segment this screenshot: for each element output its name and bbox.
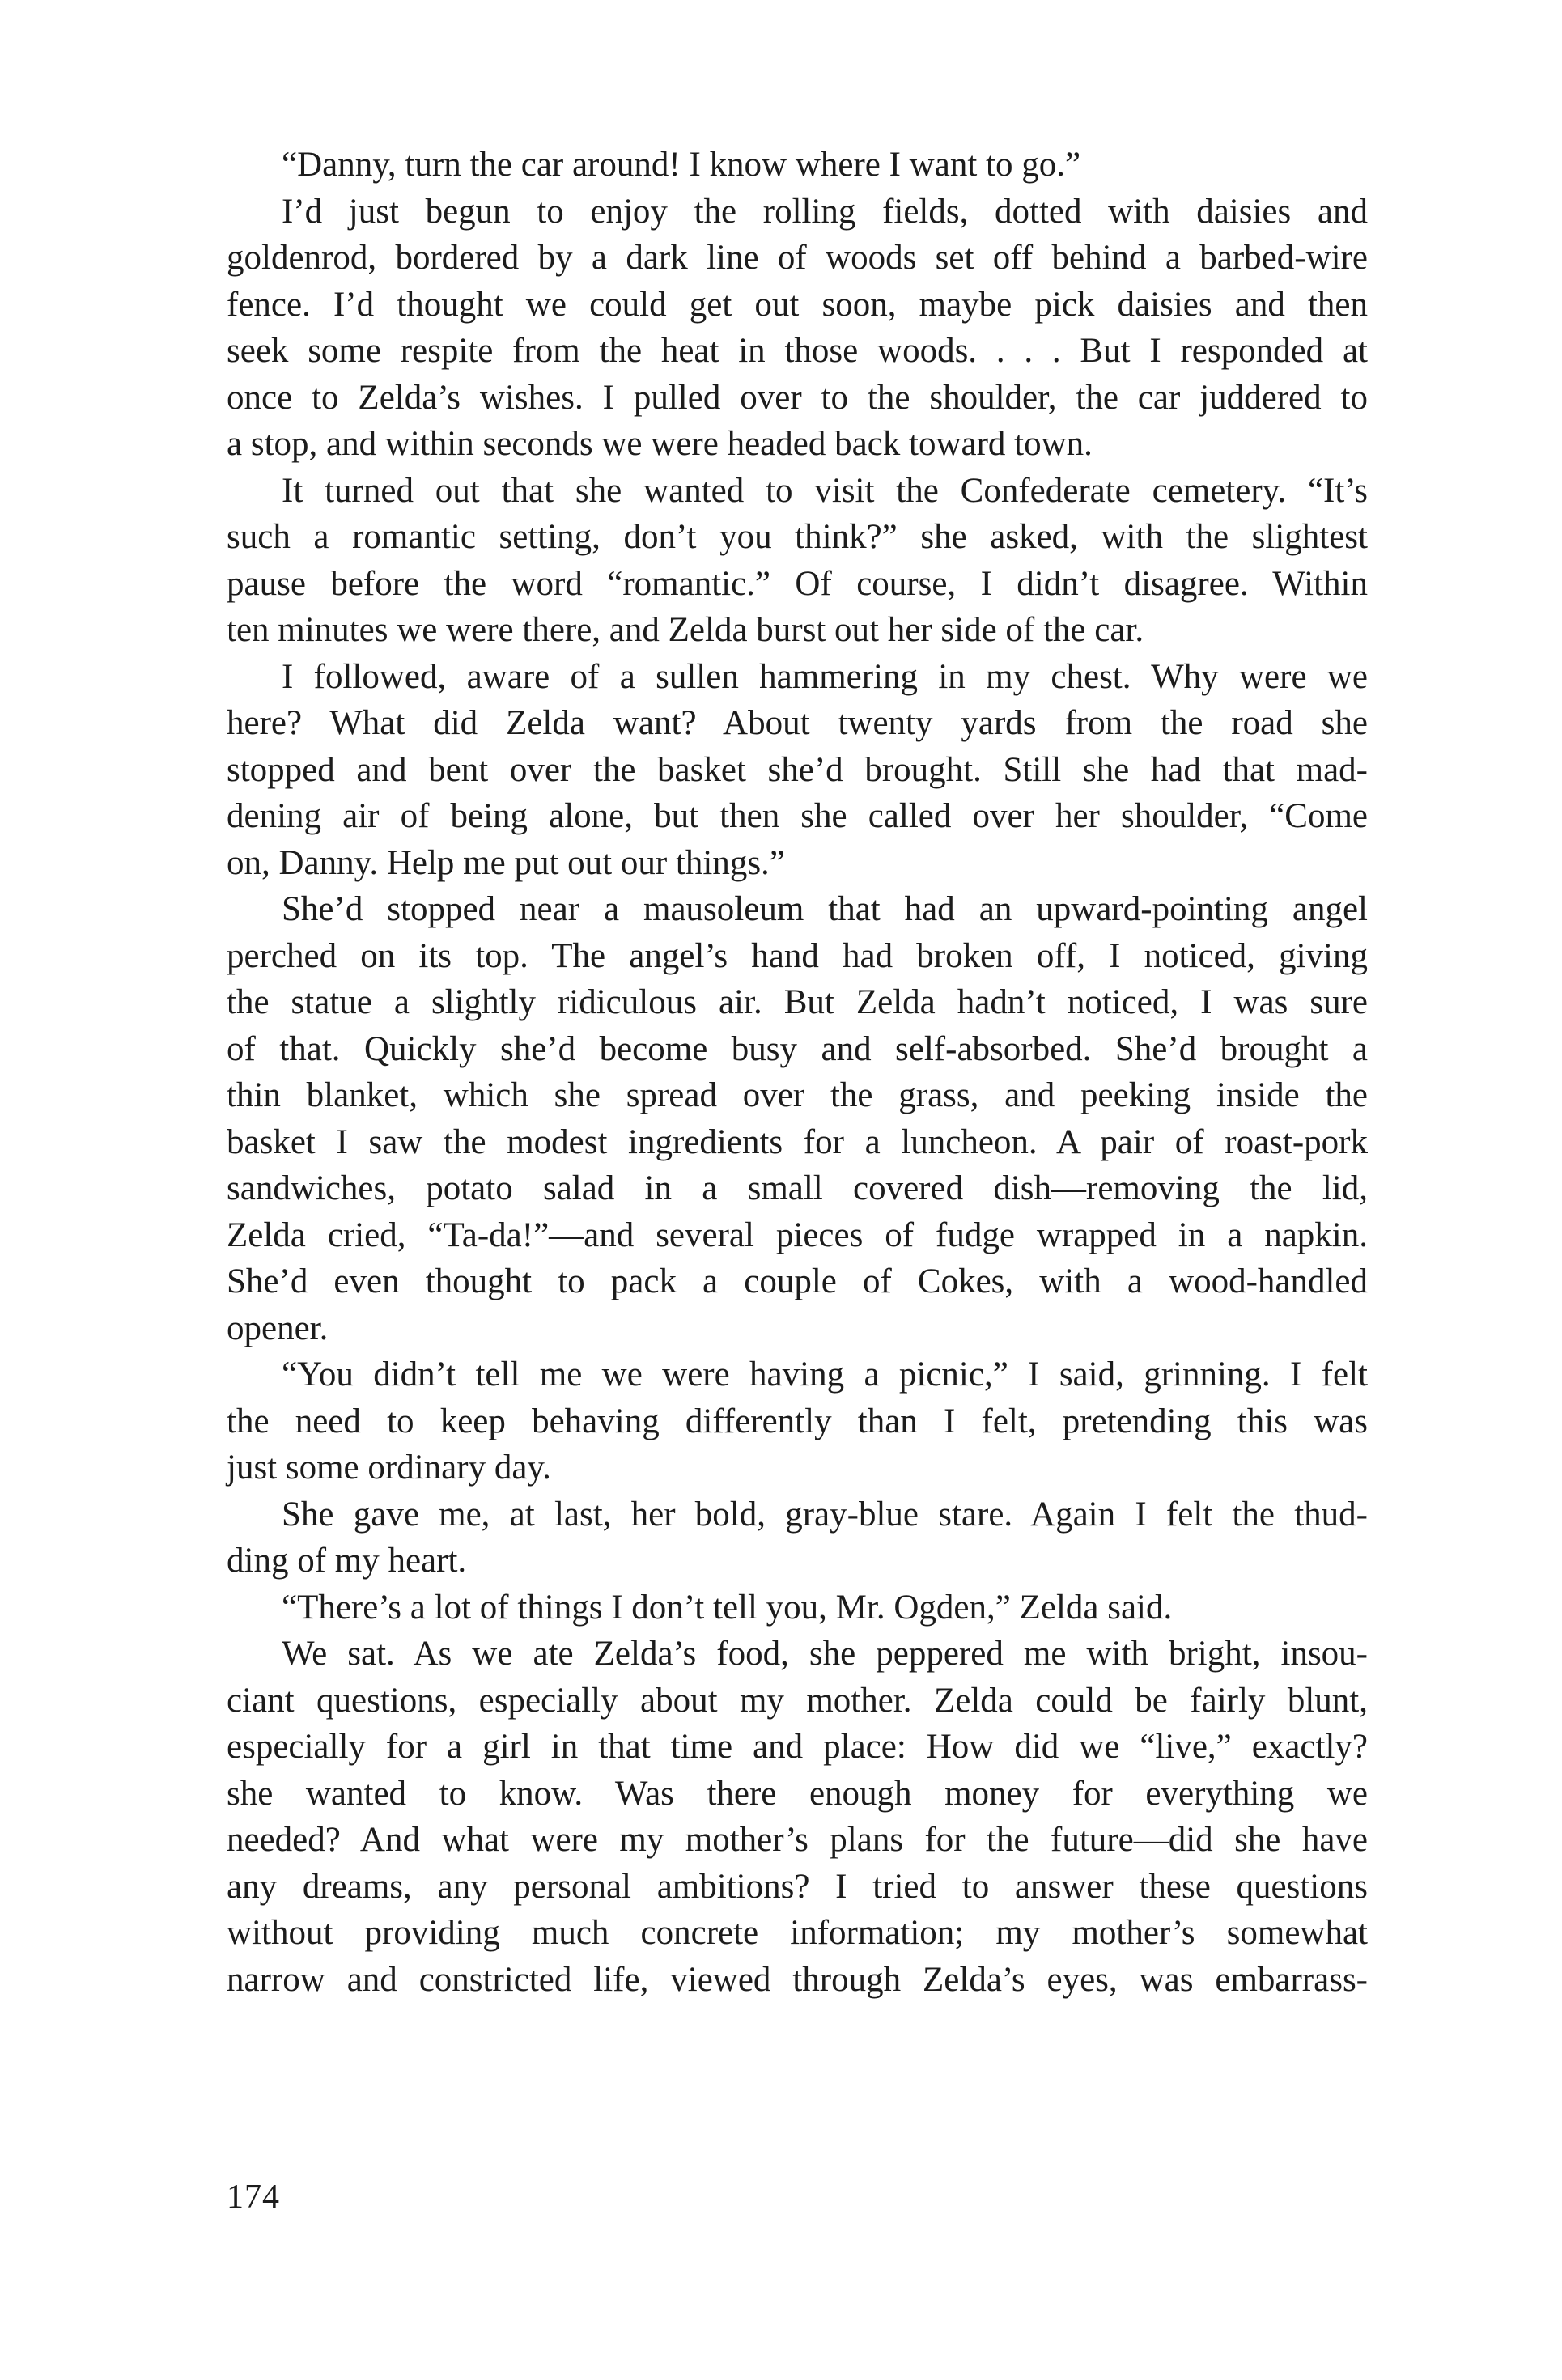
text-line: thin blanket, which she spread over the grass, and peeking inside the — [227, 1076, 1368, 1114]
text-line: any dreams, any personal ambitions? I tried to answer these questions — [227, 1867, 1368, 1906]
text-line: here? What did Zelda want? About twenty yards from the road she — [227, 704, 1368, 742]
text-line: just some ordinary day. — [227, 1449, 551, 1487]
text-line: stopped and bent over the basket she’d brought. Still she had that mad- — [227, 750, 1368, 789]
text-line: goldenrod, bordered by a dark line of woods set off behind a barbed-wire — [227, 239, 1368, 277]
text-line: opener. — [227, 1309, 329, 1347]
text-line: She’d stopped near a mausoleum that had an upward-pointing angel — [282, 890, 1368, 928]
text-line: ding of my heart. — [227, 1542, 467, 1580]
book-page-text — [227, 142, 1368, 2003]
text-line: narrow and constricted life, viewed through Zelda’s eyes, was embarrass- — [227, 1960, 1368, 1999]
text-line: especially for a girl in that time and place: How did we “live,” exactly? — [227, 1728, 1368, 1766]
text-line: on, Danny. Help me put out our things.” — [227, 843, 785, 882]
text-line: dening air of being alone, but then she called over her shoulder, “Come — [227, 797, 1368, 835]
text-line: She gave me, at last, her bold, gray-blue stare. Again I felt the thud- — [282, 1495, 1368, 1534]
text-line: fence. I’d thought we could get out soon, maybe pick daisies and then — [227, 285, 1368, 324]
text-line: pause before the word “romantic.” Of course, I didn’t disagree. Within — [227, 564, 1368, 603]
text-line: the statue a slightly ridiculous air. But Zelda hadn’t noticed, I was sure — [227, 983, 1368, 1021]
text-line: the need to keep behaving differently than I felt, pretending this was — [227, 1402, 1368, 1440]
text-line: ten minutes we were there, and Zelda burst out her side of the car. — [227, 611, 1144, 649]
text-line: It turned out that she wanted to visit the Confederate cemetery. “It’s — [282, 471, 1368, 510]
text-line: Zelda cried, “Ta-da!”—and several pieces of fudge wrapped in a napkin. — [227, 1215, 1368, 1254]
text-line: without providing much concrete information; my mother’s somewhat — [227, 1914, 1368, 1952]
text-line: a stop, and within seconds we were headed back toward town. — [227, 425, 1093, 463]
text-line: she wanted to know. Was there enough money for everything we — [227, 1774, 1368, 1813]
text-line: “You didn’t tell me we were having a picnic,” I said, grinning. I felt — [282, 1355, 1368, 1394]
text-line: She’d even thought to pack a couple of Cokes, with a wood-handled — [227, 1262, 1368, 1300]
text-line: basket I saw the modest ingredients for a luncheon. A pair of roast-pork — [227, 1122, 1368, 1161]
text-line: once to Zelda’s wishes. I pulled over to the shoulder, the car juddered to — [227, 378, 1368, 417]
text-line: needed? And what were my mother’s plans for the future—did she have — [227, 1821, 1368, 1859]
page-number: 174 — [227, 2178, 280, 2216]
text-line: perched on its top. The angel’s hand had broken off, I noticed, giving — [227, 936, 1368, 975]
text-line: such a romantic setting, don’t you think?” she asked, with the slightest — [227, 518, 1368, 556]
text-line: I’d just begun to enjoy the rolling fields, dotted with daisies and — [282, 192, 1368, 231]
text-line: “Danny, turn the car around! I know where I want to go.” — [282, 146, 1081, 184]
text-line: “There’s a lot of things I don’t tell you, Mr. Ogden,” Zelda said. — [282, 1588, 1173, 1627]
text-line: of that. Quickly she’d become busy and self-absorbed. She’d brought a — [227, 1029, 1368, 1068]
text-line: We sat. As we ate Zelda’s food, she peppered me with bright, insou- — [282, 1635, 1368, 1673]
text-line: seek some respite from the heat in those woods. . . . But I responded at — [227, 332, 1368, 370]
text-line: I followed, aware of a sullen hammering in my chest. Why were we — [282, 657, 1368, 696]
text-line: ciant questions, especially about my mother. Zelda could be fairly blunt, — [227, 1681, 1368, 1720]
text-line: sandwiches, potato salad in a small covered dish—removing the lid, — [227, 1169, 1368, 1207]
